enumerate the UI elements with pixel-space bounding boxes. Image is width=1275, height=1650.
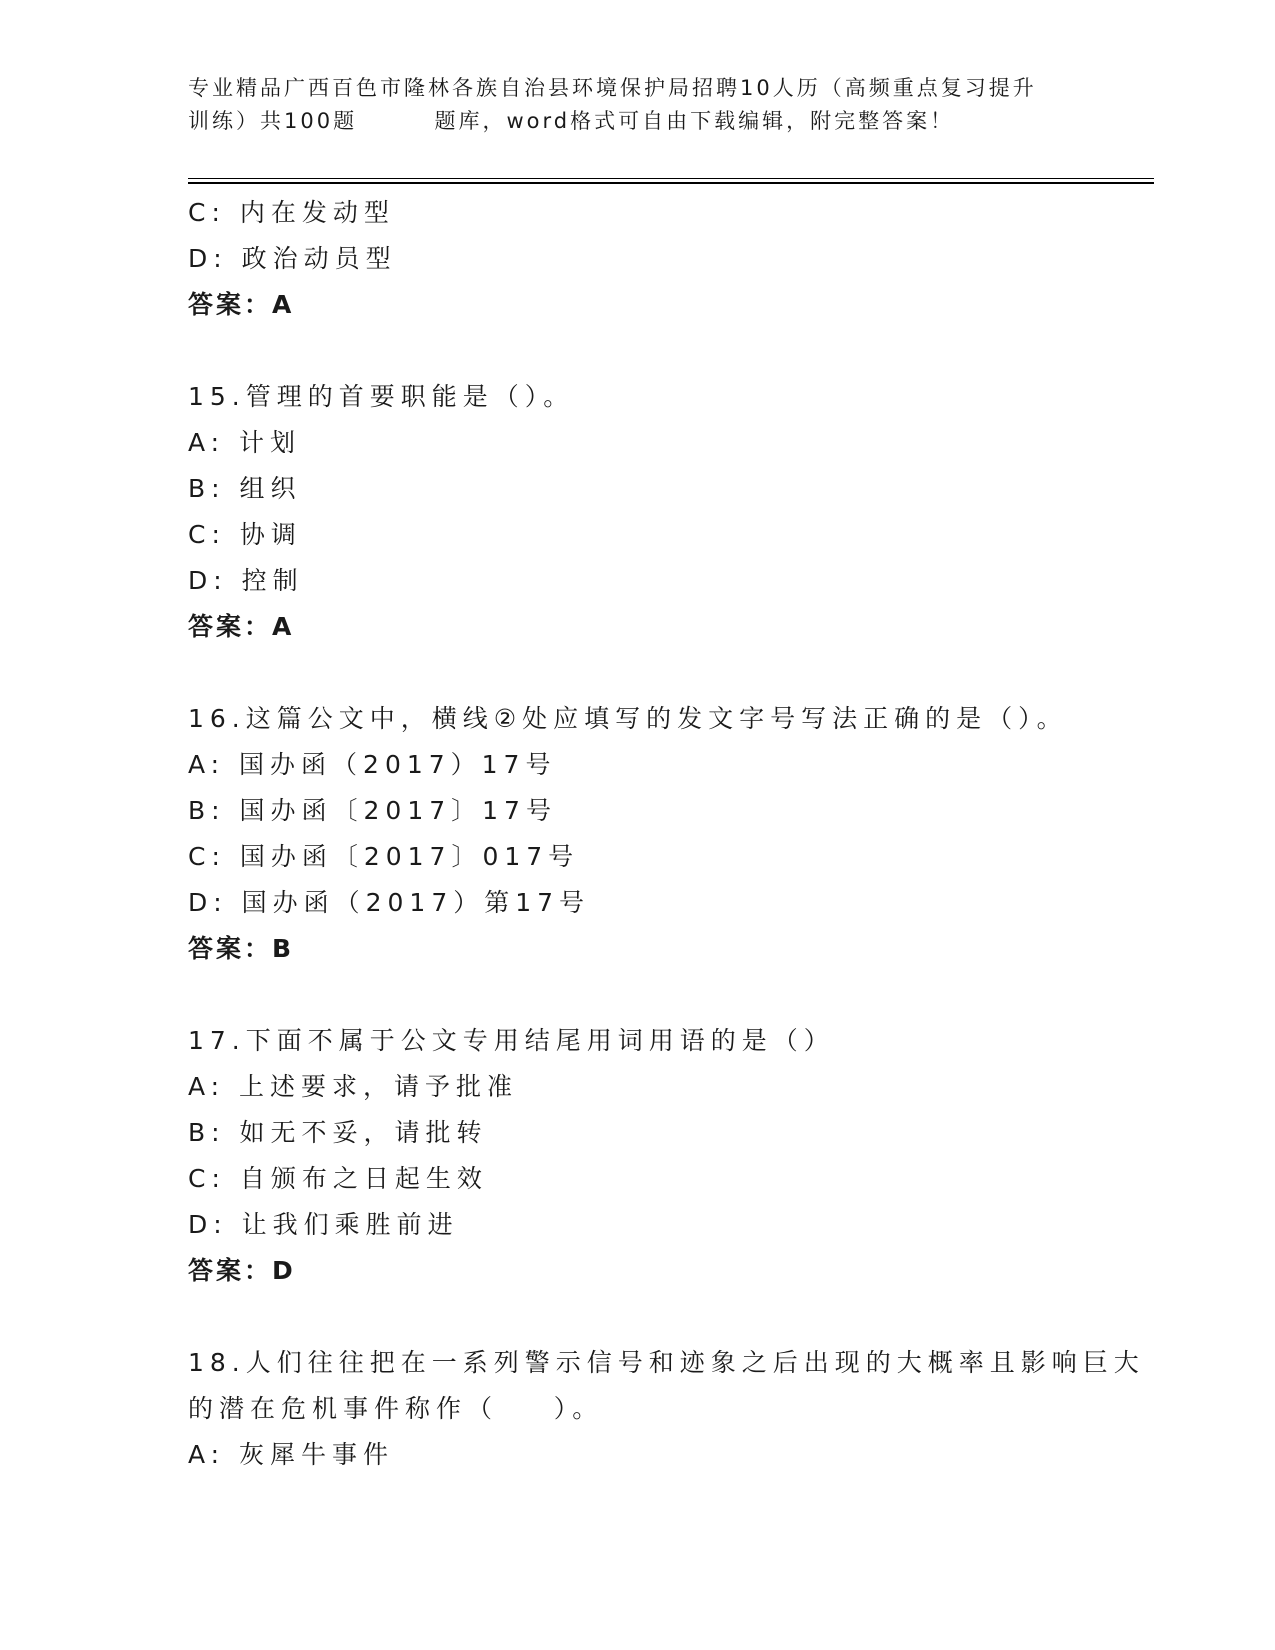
question-16 — [188, 696, 1108, 972]
option-c: C: 自颁布之日起生效 — [188, 1164, 488, 1193]
answer-label: 答案：D — [188, 1256, 296, 1285]
question-stem: 17.下面不属于公文专用结尾用词用语的是（） — [188, 1026, 835, 1055]
question-stem-line-2: 的潜在危机事件称作（ ）。 — [188, 1394, 604, 1423]
document-header — [188, 72, 1088, 138]
option-b: B: 国办函〔2017〕17号 — [188, 796, 557, 825]
question-15 — [188, 374, 1108, 650]
spacer — [188, 1294, 1108, 1340]
header-line-2: 训练）共100题 题库，word格式可自由下载编辑，附完整答案！ — [188, 109, 955, 133]
option-b: B: 组织 — [188, 474, 302, 503]
option-d: D: 政治动员型 — [188, 244, 397, 273]
question-stem-line-1: 18.人们往往把在一系列警示信号和迹象之后出现的大概率且影响巨大 — [188, 1348, 1145, 1377]
question-partial — [188, 190, 1108, 328]
spacer — [188, 972, 1108, 1018]
question-list — [188, 190, 1145, 1478]
answer-label: 答案：A — [188, 290, 295, 319]
spacer — [188, 650, 1108, 696]
option-a: A: 灰犀牛事件 — [188, 1440, 395, 1469]
header-rule-thick — [188, 182, 1154, 184]
spacer — [188, 328, 1108, 374]
question-18 — [188, 1340, 1145, 1478]
question-stem: 15.管理的首要职能是（）。 — [188, 382, 575, 411]
header-rule-thin — [188, 178, 1154, 179]
option-a: A: 国办函（2017）17号 — [188, 750, 557, 779]
header-line-1: 专业精品广西百色市隆林各族自治县环境保护局招聘10人历（高频重点复习提升 — [188, 76, 1037, 100]
answer-label: 答案：A — [188, 612, 295, 641]
question-17 — [188, 1018, 1108, 1294]
option-a: A: 计划 — [188, 428, 302, 457]
option-d: D: 国办函（2017）第17号 — [188, 888, 591, 917]
option-c: C: 内在发动型 — [188, 198, 395, 227]
answer-label: 答案：B — [188, 934, 295, 963]
option-a: A: 上述要求，请予批准 — [188, 1072, 519, 1101]
option-b: B: 如无不妥，请批转 — [188, 1118, 488, 1147]
option-d: D: 让我们乘胜前进 — [188, 1210, 459, 1239]
option-c: C: 国办函〔2017〕017号 — [188, 842, 580, 871]
option-d: D: 控制 — [188, 566, 304, 595]
option-c: C: 协调 — [188, 520, 302, 549]
question-stem: 16.这篇公文中，横线②处应填写的发文字号写法正确的是（）。 — [188, 704, 1068, 733]
